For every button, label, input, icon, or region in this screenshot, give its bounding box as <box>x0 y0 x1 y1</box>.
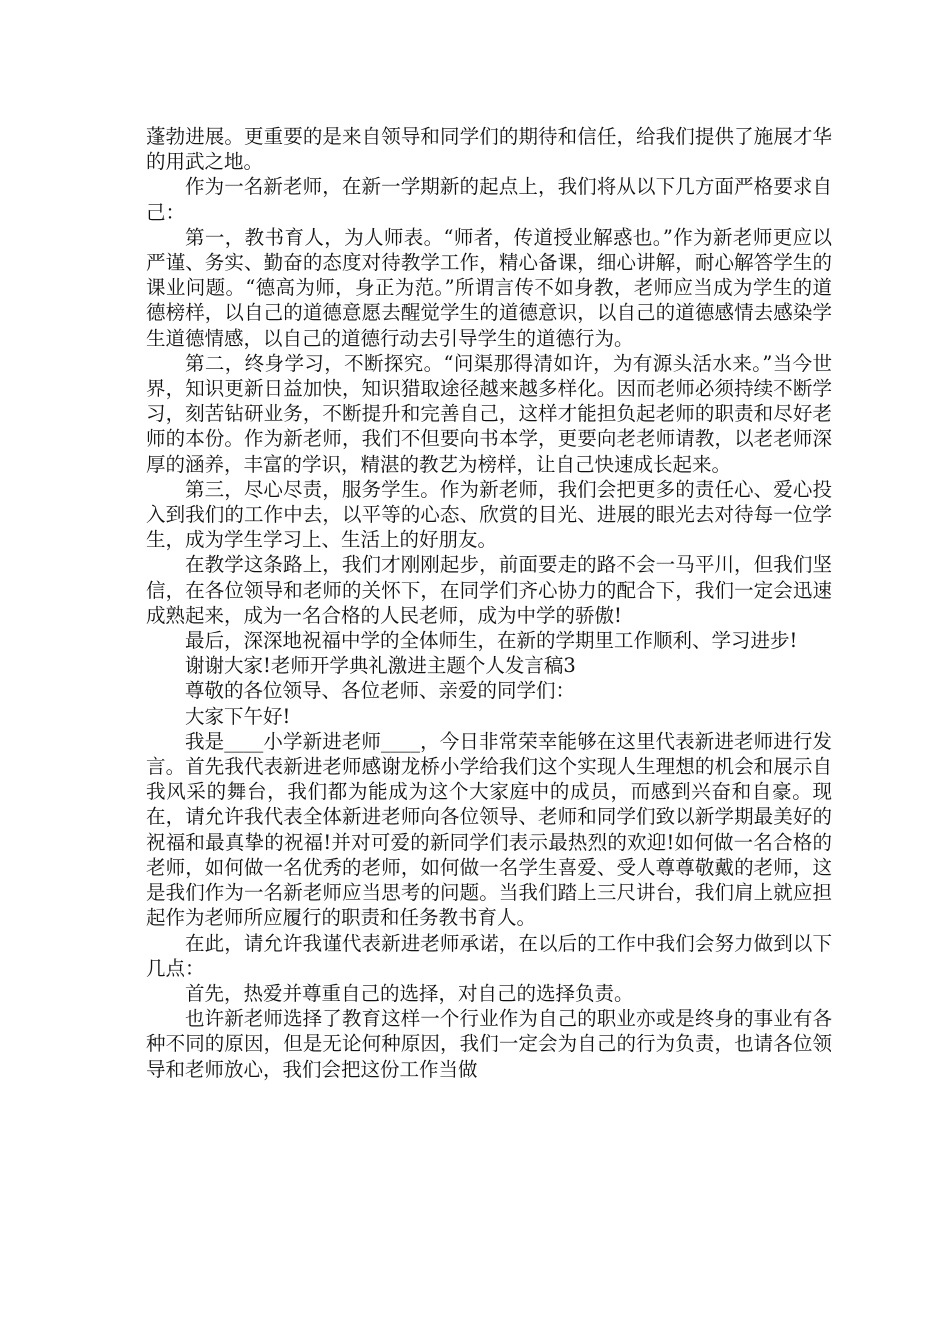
paragraph-closing: 最后，深深地祝福中学的全体师生，在新的学期里工作顺利、学习进步! <box>185 629 798 653</box>
paragraph-point-three: 第三，尽心尽责，服务学生。作为新老师，我们会把更多的责任心、爱心投入到我们的工作中去，以平等的心态、欣赏的目光、进展的眼光去对待每一位学生，成为学生学习上、生活上的好朋友。 <box>146 477 832 552</box>
greeting: 大家下午好! <box>185 704 291 728</box>
paragraph-road: 在教学这条路上，我们才刚刚起步，前面要走的路不会一马平川，但我们坚信，在各位领导和老师的关怀下，在同学们齐心协力的配合下，我们一定会迅速成熟起来，成为一名合格的人民老师，成为中学的骄傲! <box>146 553 832 627</box>
paragraph-first: 首先，热爱并尊重自己的选择，对自己的选择负责。 <box>185 981 634 1005</box>
paragraph-point-two: 第二，终身学习，不断探究。“问渠那得清如许，为有源头活水来。”当今世界，知识更新日益加快，知识猎取途径越来越多样化。因而老师必须持续不断学习，刻苦钻研业务，不断提升和完善自己，这样才能担负起老师的职责和尽好老师的本份。作为新老师，我们不但要向书本学，更要向老老师请教，以老老师深厚的涵养，丰富的学识，精湛的教艺为榜样，让自己快速成长起来。 <box>146 351 832 476</box>
section-title: 谢谢大家!老师开学典礼激进主题个人发言稿3 <box>185 654 576 678</box>
paragraph-continuation: 蓬勃进展。更重要的是来自领导和同学们的期待和信任，给我们提供了施展才华的用武之地。 <box>146 125 832 174</box>
paragraph-intro: 作为一名新老师，在新一学期新的起点上，我们将从以下几方面严格要求自己： <box>146 175 832 224</box>
paragraph-promise: 在此，请允许我谨代表新进老师承诺，在以后的工作中我们会努力做到以下几点： <box>146 931 832 980</box>
salutation: 尊敬的各位领导、各位老师、亲爱的同学们： <box>185 679 576 703</box>
paragraph-introduction: 我是____小学新进老师____，今日非常荣幸能够在这里代表新进老师进行发言。首先我代表新进老师感谢龙桥小学给我们这个实现人生理想的机会和展示自我风采的舞台，我们都为能成为这个大家庭中的成员，而感到兴奋和自豪。现在，请允许我代表全体新进老师向各位领导、老师和同学们致以新学期最美好的祝福和最真挚的祝福!并对可爱的新同学们表示最热烈的欢迎!如何做一名合格的老师，如何做一名优秀的老师，如何做一名学生喜爱、受人尊尊敬戴的老师，这是我们作为一名新老师应当思考的问题。当我们踏上三尺讲台，我们肩上就应担起作为老师所应履行的职责和任务教书育人。 <box>146 729 832 930</box>
document-page <box>146 124 832 1082</box>
paragraph-reason: 也许新老师选择了教育这样一个行业作为自己的职业亦或是终身的事业有各种不同的原因，但是无论何种原因，我们一定会为自己的行为负责，也请各位领导和老师放心，我们会把这份工作当做 <box>146 1007 832 1081</box>
paragraph-point-one: 第一，教书育人，为人师表。“师者，传道授业解惑也。”作为新老师更应以严谨、务实、勤奋的态度对待教学工作，精心备课，细心讲解，耐心解答学生的课业问题。“德高为师，身正为范。”所谓言传不如身教，老师应当成为学生的道德榜样，以自己的道德意愿去醒觉学生的道德意识，以自己的道德感情去感染学生道德情感，以自己的道德行动去引导学生的道德行为。 <box>146 225 832 350</box>
